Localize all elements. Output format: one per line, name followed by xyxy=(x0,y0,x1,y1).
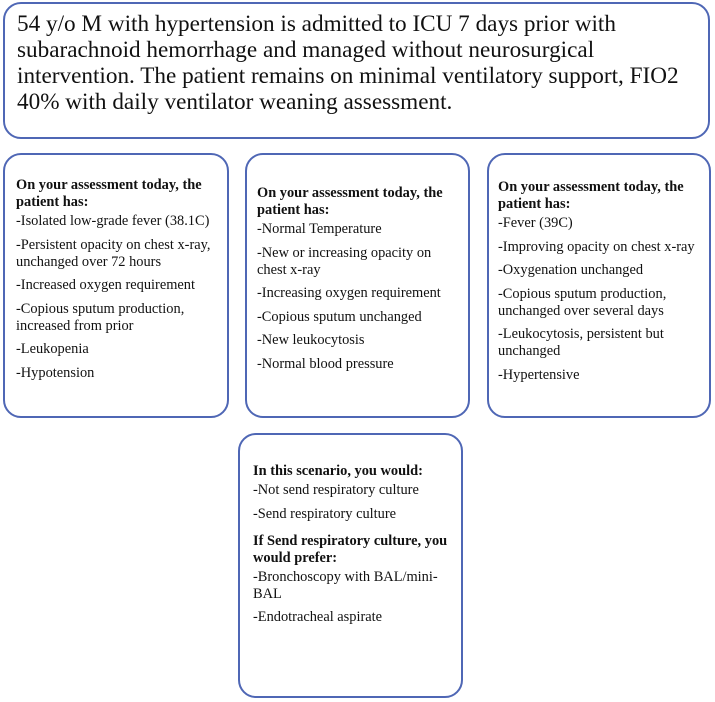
finding-item: -Increased oxygen requirement xyxy=(16,277,195,293)
finding-item: -Leukopenia xyxy=(16,341,89,357)
finding-item: -Fever (39C) xyxy=(498,215,573,231)
case-box-2 xyxy=(245,153,470,418)
case-box-3 xyxy=(487,153,711,418)
finding-item: -Improving opacity on chest x-ray xyxy=(498,238,695,255)
question-box xyxy=(238,433,463,698)
case-heading: On your assessment today, the patient has: xyxy=(498,179,684,212)
option-not-send-culture[interactable]: -Not send respiratory culture xyxy=(253,482,419,498)
case-findings-list xyxy=(257,221,460,373)
finding-item: -New or increasing opacity on chest x-ray xyxy=(257,244,432,278)
finding-item: -Increasing oxygen requirement xyxy=(257,285,441,301)
finding-item: -Hypertensive xyxy=(498,366,580,383)
finding-item: -Normal Temperature xyxy=(257,221,382,237)
followup-heading: If Send respiratory culture, you would prefer: xyxy=(253,532,448,566)
case-findings-list xyxy=(498,215,701,384)
scenario-text: 54 y/o M with hypertension is admitted to ICU 7 days prior with subarachnoid hemorrhage and managed without neurosurgical intervention. The patient remains on minimal ventilatory support, FIO2 40% with daily ventilator weaning assessment. xyxy=(17,11,679,115)
finding-item: -Persistent opacity on chest x-ray, unchanged over 72 hours xyxy=(16,236,211,270)
finding-item: -Leukocytosis, persistent but unchanged xyxy=(498,326,664,359)
option-bronchoscopy[interactable]: -Bronchoscopy with BAL/mini-BAL xyxy=(253,568,438,602)
followup-options-list xyxy=(253,569,453,627)
case-heading: On your assessment today, the patient has: xyxy=(16,177,202,210)
case-heading: On your assessment today, the patient has: xyxy=(257,185,443,218)
finding-item: -Hypotension xyxy=(16,364,95,381)
option-endotracheal-aspirate[interactable]: -Endotracheal aspirate xyxy=(253,609,383,625)
finding-item: -Isolated low-grade fever (38.1C) xyxy=(16,213,210,229)
finding-item: -Copious sputum production, increased from prior xyxy=(16,300,185,334)
finding-item: -Normal blood pressure xyxy=(257,355,394,372)
case-box-1 xyxy=(3,153,229,418)
scenario-box xyxy=(3,2,710,139)
finding-item: -Oxygenation unchanged xyxy=(498,262,644,278)
question-options-list xyxy=(253,482,453,523)
finding-item: -Copious sputum production, unchanged over several days xyxy=(498,285,667,319)
option-send-culture[interactable]: -Send respiratory culture xyxy=(253,505,397,522)
finding-item: -Copious sputum unchanged xyxy=(257,308,422,325)
finding-item: -New leukocytosis xyxy=(257,332,365,348)
question-heading: In this scenario, you would: xyxy=(253,463,423,479)
case-findings-list xyxy=(16,213,219,382)
